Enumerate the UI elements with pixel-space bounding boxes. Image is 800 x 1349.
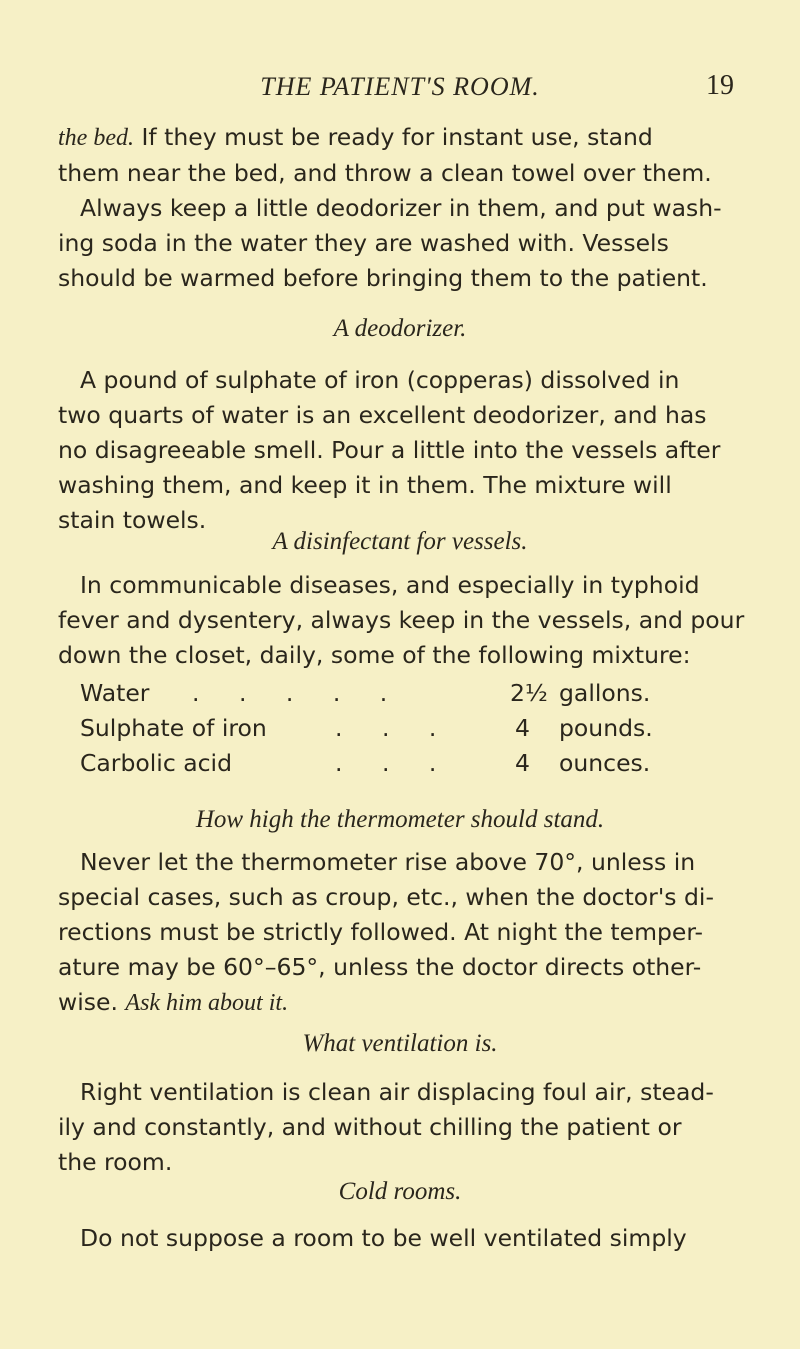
text-line: them near the bed, and throw a clean towel over them. (58, 159, 712, 187)
paragraph-thermometer (58, 845, 758, 1021)
section-heading-disinfectant: A disinfectant for vessels. (272, 528, 528, 555)
leader-dots: . . . (335, 749, 453, 777)
mixture-table (80, 679, 720, 784)
ingredient-unit: pounds. (559, 714, 653, 742)
section-heading-cold-rooms: Cold rooms. (338, 1178, 462, 1205)
text-line: ature may be 60°–65°, unless the doctor directs other- (58, 953, 702, 981)
section-heading-deodorizer: A deodorizer. (333, 315, 467, 342)
paragraph-deodorizer (58, 363, 758, 538)
section-heading-ventilation: What ventilation is. (302, 1030, 498, 1057)
text-line: rections must be strictly followed. At night the temper- (58, 918, 703, 946)
text-line: two quarts of water is an excellent deodorizer, and has (58, 401, 707, 429)
ingredient-name: Sulphate of iron (80, 714, 267, 742)
ingredient-quantity: 4 (515, 714, 530, 742)
text-line: If they must be ready for instant use, stand (133, 123, 653, 151)
ingredient-name: Water (80, 679, 150, 707)
text-line: A pound of sulphate of iron (copperas) dissolved in (80, 366, 680, 394)
ingredient-unit: gallons. (559, 679, 651, 707)
mixture-row (80, 749, 720, 784)
mixture-row (80, 679, 720, 714)
ingredient-quantity: 4 (515, 749, 530, 777)
text-line: special cases, such as croup, etc., when the doctor's di- (58, 883, 714, 911)
italic-note: Ask him about it. (125, 990, 289, 1016)
text-line: should be warmed before bringing them to the patient. (58, 264, 708, 292)
text-line: stain towels. (58, 506, 207, 534)
paragraph-ventilation (58, 1075, 758, 1180)
ingredient-unit: ounces. (559, 749, 651, 777)
text-line: Do not suppose a room to be well ventilated simply (80, 1224, 687, 1252)
paragraph-disinfectant (58, 568, 758, 673)
leader-dots: . . . . . (192, 679, 404, 707)
text-line: In communicable diseases, and especially in typhoid (80, 571, 700, 599)
ingredient-quantity: 2½ (510, 679, 548, 707)
paragraph-cold-rooms (58, 1221, 758, 1256)
text-line: wise. (58, 988, 118, 1016)
text-line: Never let the thermometer rise above 70°, unless in (80, 848, 696, 876)
text-line: ily and constantly, and without chilling the patient or (58, 1113, 682, 1141)
mixture-row (80, 714, 720, 749)
text-line: down the closet, daily, some of the following mixture: (58, 641, 691, 669)
ingredient-name: Carbolic acid (80, 749, 232, 777)
text-line: washing them, and keep it in them. The mixture will (58, 471, 672, 499)
running-head: THE PATIENT'S ROOM. (260, 72, 540, 101)
text-line: ing soda in the water they are washed with. Vessels (58, 229, 669, 257)
text-line: the room. (58, 1148, 173, 1176)
paragraph-bed (58, 120, 758, 296)
text-line: no disagreeable smell. Pour a little into the vessels after (58, 436, 721, 464)
text-line: Right ventilation is clean air displacing foul air, stead- (80, 1078, 714, 1106)
italic-lead: the bed. (58, 125, 134, 151)
leader-dots: . . . (335, 714, 453, 742)
section-heading-thermometer: How high the thermometer should stand. (195, 806, 605, 833)
page-number: 19 (706, 70, 734, 101)
text-line: Always keep a little deodorizer in them, and put wash- (80, 194, 722, 222)
text-line: fever and dysentery, always keep in the vessels, and pour (58, 606, 745, 634)
